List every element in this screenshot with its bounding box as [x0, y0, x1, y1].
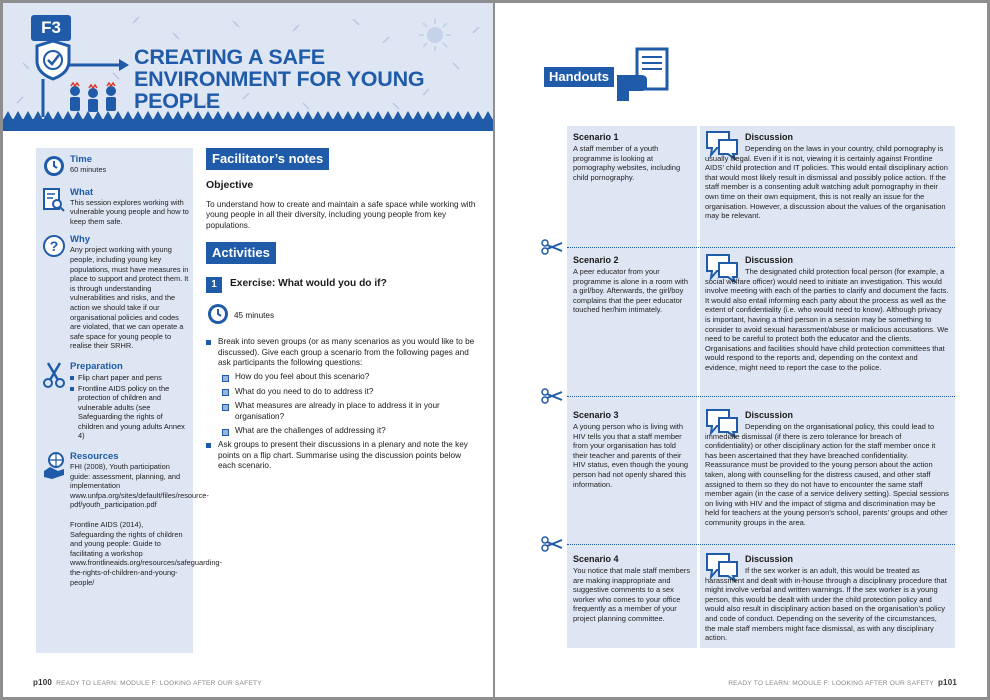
- question-item: How do you feel about this scenario?: [222, 372, 478, 382]
- why-heading: Why: [70, 234, 91, 246]
- right-page: [495, 3, 987, 697]
- sidebar-why: [40, 234, 189, 351]
- sidebar-preparation: [40, 361, 189, 441]
- scenario-title: Scenario 1: [573, 132, 619, 142]
- question-item: What measures are already in place to address it in your organisation?: [222, 401, 478, 422]
- question-icon: [42, 234, 66, 258]
- title-line: PEOPLE: [134, 89, 221, 113]
- scissors-icon: [541, 239, 563, 255]
- discussion-text: Depending on the laws in your country, child pornography is usually illegal. Even if it is not, viewing it is certainly against Frontline AIDS’ child protection and IT policies. This would entail disciplinary action that would most likely result in dismissal and possibly police action. If the staff member is a consenting adult watching adult pornography in their own time on their own equipment, this is not really an issue for the organisation. However, a discussion about the values of the organisation may be relevant.: [705, 144, 948, 221]
- scenario-row: [567, 249, 955, 395]
- sidebar-resources: [40, 451, 222, 587]
- activities-heading: Activities: [206, 242, 276, 264]
- sidebar-what: [40, 187, 189, 227]
- cut-line: [567, 247, 955, 248]
- scenario-title: Scenario 4: [573, 554, 619, 564]
- scissors-icon: [541, 388, 563, 404]
- cut-line: [567, 396, 955, 397]
- scenario-text: A young person who is living with HIV tells you that a staff member from your organisation has told their teacher and parents of their HIV status, even though the young person had not openly shared this information.: [573, 422, 689, 489]
- activity-steps: [206, 337, 478, 471]
- safe-environment-icon: [35, 39, 135, 117]
- discussion-text: If the sex worker is an adult, this would be treated as harassment and dealt with in-house through a disciplinary procedure that might involve verbal and written warnings. If the sex worker is a young person, this would be dealt with under the child protection policy and would also result in disciplinary action based on the organisation’s policy and code of conduct. Depending on the severity of the circumstances, the male staff members might face dismissal, as with any disciplinary action.: [705, 566, 947, 643]
- exercise-title: Exercise: What would you do if?: [230, 278, 387, 290]
- scenario-text: A staff member of a youth programme is looking at pornography websites, including child pornography.: [573, 144, 681, 182]
- right-footer: [728, 678, 957, 687]
- what-heading: What: [70, 186, 94, 198]
- preparation-heading: Preparation: [70, 360, 123, 372]
- scenario-text: A peer educator from your programme is alone in a room with a girl/boy. Afterwards, the girl/boy complains that the peer educator touched her/him intimately.: [573, 267, 689, 315]
- hand-world-icon: [42, 451, 66, 481]
- banner: [3, 3, 493, 131]
- scissors-icon: [42, 361, 66, 389]
- preparation-list: [70, 373, 189, 441]
- scenario-title: Scenario 2: [573, 255, 619, 265]
- step-1-text: Break into seven groups (or as many scenarios as you would like to be discussed). Give each group a scenario from the following pages and ask participants the following questions:: [218, 337, 475, 368]
- scenario-title: Scenario 3: [573, 410, 619, 420]
- cut-line: [567, 544, 955, 545]
- document-search-icon: [42, 187, 66, 213]
- page-number: p100: [33, 678, 53, 687]
- exercise-number: 1: [206, 277, 222, 293]
- module-code: F3: [31, 15, 71, 41]
- handout-icon: [615, 47, 671, 103]
- step-1: [206, 337, 478, 436]
- clock-icon: [42, 154, 66, 178]
- step-2: Ask groups to present their discussions in a plenary and note the key points on a flip chart. Summarise using the discussion points below each scenario.: [206, 440, 478, 471]
- objective-text: To understand how to create and maintain a safe space while working with young people in all their diversity, including young people from key populations.: [206, 200, 476, 230]
- scenario-row: [567, 548, 955, 648]
- why-text: Any project working with young people, including young key populations, must have measures in place to support and protect them. It is through understanding vulnerabilities and risks, and the action we should take if our organisational policies and codes are violated, that we can operate a safe space for young people to realise their SRHR.: [70, 245, 189, 351]
- discussion-title: Discussion: [745, 255, 794, 265]
- question-item: What are the challenges of addressing it?: [222, 426, 478, 436]
- exercise-duration: 45 minutes: [234, 311, 275, 321]
- scissors-icon: [541, 536, 563, 552]
- footer-text: READY TO LEARN: MODULE F: LOOKING AFTER OUR SAFETY: [728, 680, 934, 687]
- discussion-title: Discussion: [745, 554, 794, 564]
- banner-strip: [3, 119, 493, 131]
- time-heading: Time: [70, 154, 93, 165]
- time-text: 60 minutes: [70, 165, 107, 174]
- scenario-text: You notice that male staff members are making inappropriate and suggestive comments to a sex worker who comes to your office frequently as a member of your project planning committee.: [573, 566, 691, 623]
- question-list: [218, 372, 478, 436]
- discussion-title: Discussion: [745, 410, 794, 420]
- main-column: [206, 148, 478, 475]
- discussion-text: The designated child protection focal person (for example, a social welfare officer) would need to initiate an investigation. This would involve meeting with each of the parties to clarify and document the facts. It would also entail informing each party about the process as well as the extent of confidentiality (i.e. who would need to know). Although privacy is important, having a third person in a session may be something to consider to avoid sexual harassment/abuse or malicious accusations. We need to be careful to protect both the educator and the clients. Organisations and facilities should have child protection committees that would respond to the reports and, depending on the context and evidence, might need to report the case to the police.: [705, 267, 949, 372]
- sidebar: [36, 148, 222, 653]
- resources-heading: Resources: [70, 451, 119, 463]
- resources-text-1: FHI (2008), Youth participation guide: assessment, planning, and implementation www.unfpa.org/sites/default/files/resource-pdf/youth_participation.pdf: [70, 462, 209, 510]
- question-item: What do you need to do to address it?: [222, 387, 478, 397]
- scenario-row: [567, 126, 955, 247]
- footer-text: READY TO LEARN: MODULE F: LOOKING AFTER OUR SAFETY: [56, 680, 262, 687]
- left-page: [3, 3, 493, 697]
- handouts-heading: Handouts: [544, 67, 614, 87]
- exercise-header: [206, 276, 478, 294]
- scenario-row: [567, 404, 955, 544]
- discussion-text: Depending on the organisational policy, this could lead to immediate dismissal (if there is zero tolerance for breach of confidentiality) or other disciplinary action for the staff member once it has been ascertained that they have breached confidentiality. Reassurance must be provided to the young person about the action taken, along with counselling for the distress caused, and other staff assigned to them so they do not have to encounter the same staff member again (in the case of a service delivery setting). Special sessions on living with HIV and the impact of stigma and discrimination may be held for teachers at the young person’s school, parents’ groups and other community groups in the area.: [705, 422, 949, 527]
- title-line: ENVIRONMENT FOR YOUNG: [134, 67, 425, 91]
- list-item: Flip chart paper and pens: [70, 373, 189, 383]
- clock-icon: [206, 302, 230, 326]
- title-line: CREATING A SAFE: [134, 45, 325, 69]
- scenario-table: [567, 126, 955, 648]
- what-text: This session explores working with vulnerable young people and how to keep them safe.: [70, 197, 189, 226]
- resources-text-2: Frontline AIDS (2014), Safeguarding the rights of children and young people: Guide to facilitating a workshop www.frontlineaids.org/resources/safeguarding-the-rights-of-children-and-young-people/: [70, 520, 222, 587]
- page-number: p101: [937, 678, 957, 687]
- discussion-title: Discussion: [745, 132, 794, 142]
- sidebar-time: [40, 154, 189, 175]
- left-footer: [33, 678, 262, 687]
- page-title: [134, 46, 484, 112]
- svg-text:?: ?: [49, 238, 59, 255]
- objective-heading: Objective: [206, 179, 254, 191]
- exercise-time: [206, 302, 478, 328]
- list-item: Frontline AIDS policy on the protection of children and vulnerable adults (see Safeguarding the rights of children and young adults Annex 4): [70, 384, 189, 442]
- facilitator-notes-heading: Facilitator’s notes: [206, 148, 329, 170]
